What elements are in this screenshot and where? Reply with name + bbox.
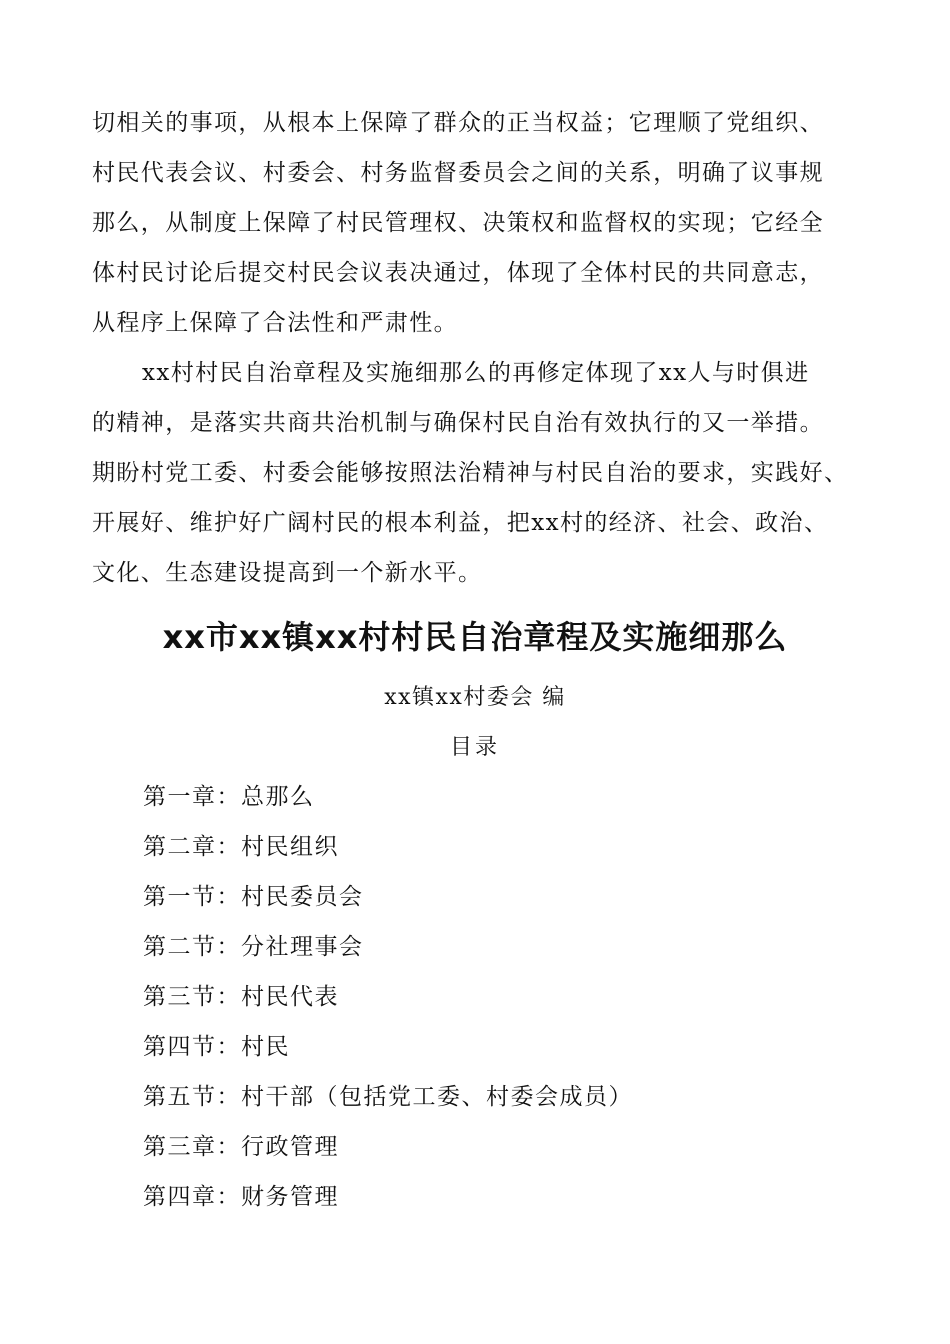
toc-item: 第三章：行政管理 xyxy=(143,1134,339,1160)
paragraph-line: 从程序上保障了合法性和严肃性。 xyxy=(92,310,458,336)
paragraph-line: 文化、生态建设提高到一个新水平。 xyxy=(92,560,483,586)
toc-item: 第二节：分社理事会 xyxy=(143,934,364,960)
paragraph-line: 体村民讨论后提交村民会议表决通过，体现了全体村民的共同意志， xyxy=(92,260,824,286)
toc-item: 第一节：村民委员会 xyxy=(143,884,364,910)
paragraph-line: 期盼村党工委、村委会能够按照法治精神与村民自治的要求，实践好、 xyxy=(92,460,849,486)
paragraph-line: xx村村民自治章程及实施细那么的再修定体现了xx人与时俱进 xyxy=(142,360,810,386)
toc-item: 第一章：总那么 xyxy=(143,784,315,810)
paragraph-line: 村民代表会议、村委会、村务监督委员会之间的关系，明确了议事规 xyxy=(92,160,824,186)
table-of-contents xyxy=(143,772,633,1222)
paragraph-line: 开展好、维护好广阔村民的根本利益，把xx村的经济、社会、政治、 xyxy=(92,510,829,536)
toc-heading: 目录 xyxy=(449,735,500,760)
toc-item: 第五节：村干部（包括党工委、村委会成员） xyxy=(143,1084,633,1110)
toc-item: 第四节：村民 xyxy=(143,1034,290,1060)
toc-item: 第四章：财务管理 xyxy=(143,1184,339,1210)
document-author: xx镇xx村委会 编 xyxy=(384,685,566,710)
body-paragraph-1 xyxy=(92,98,882,348)
document-title: xx市xx镇xx村村民自治章程及实施细那么 xyxy=(162,618,788,656)
paragraph-line: 切相关的事项，从根本上保障了群众的正当权益；它理顺了党组织、 xyxy=(92,110,824,136)
toc-item: 第三节：村民代表 xyxy=(143,984,339,1010)
paragraph-line: 的精神，是落实共商共治机制与确保村民自治有效执行的又一举措。 xyxy=(92,410,824,436)
paragraph-line: 那么，从制度上保障了村民管理权、决策权和监督权的实现；它经全 xyxy=(92,210,824,236)
toc-item: 第二章：村民组织 xyxy=(143,834,339,860)
body-paragraph-2 xyxy=(92,348,882,598)
